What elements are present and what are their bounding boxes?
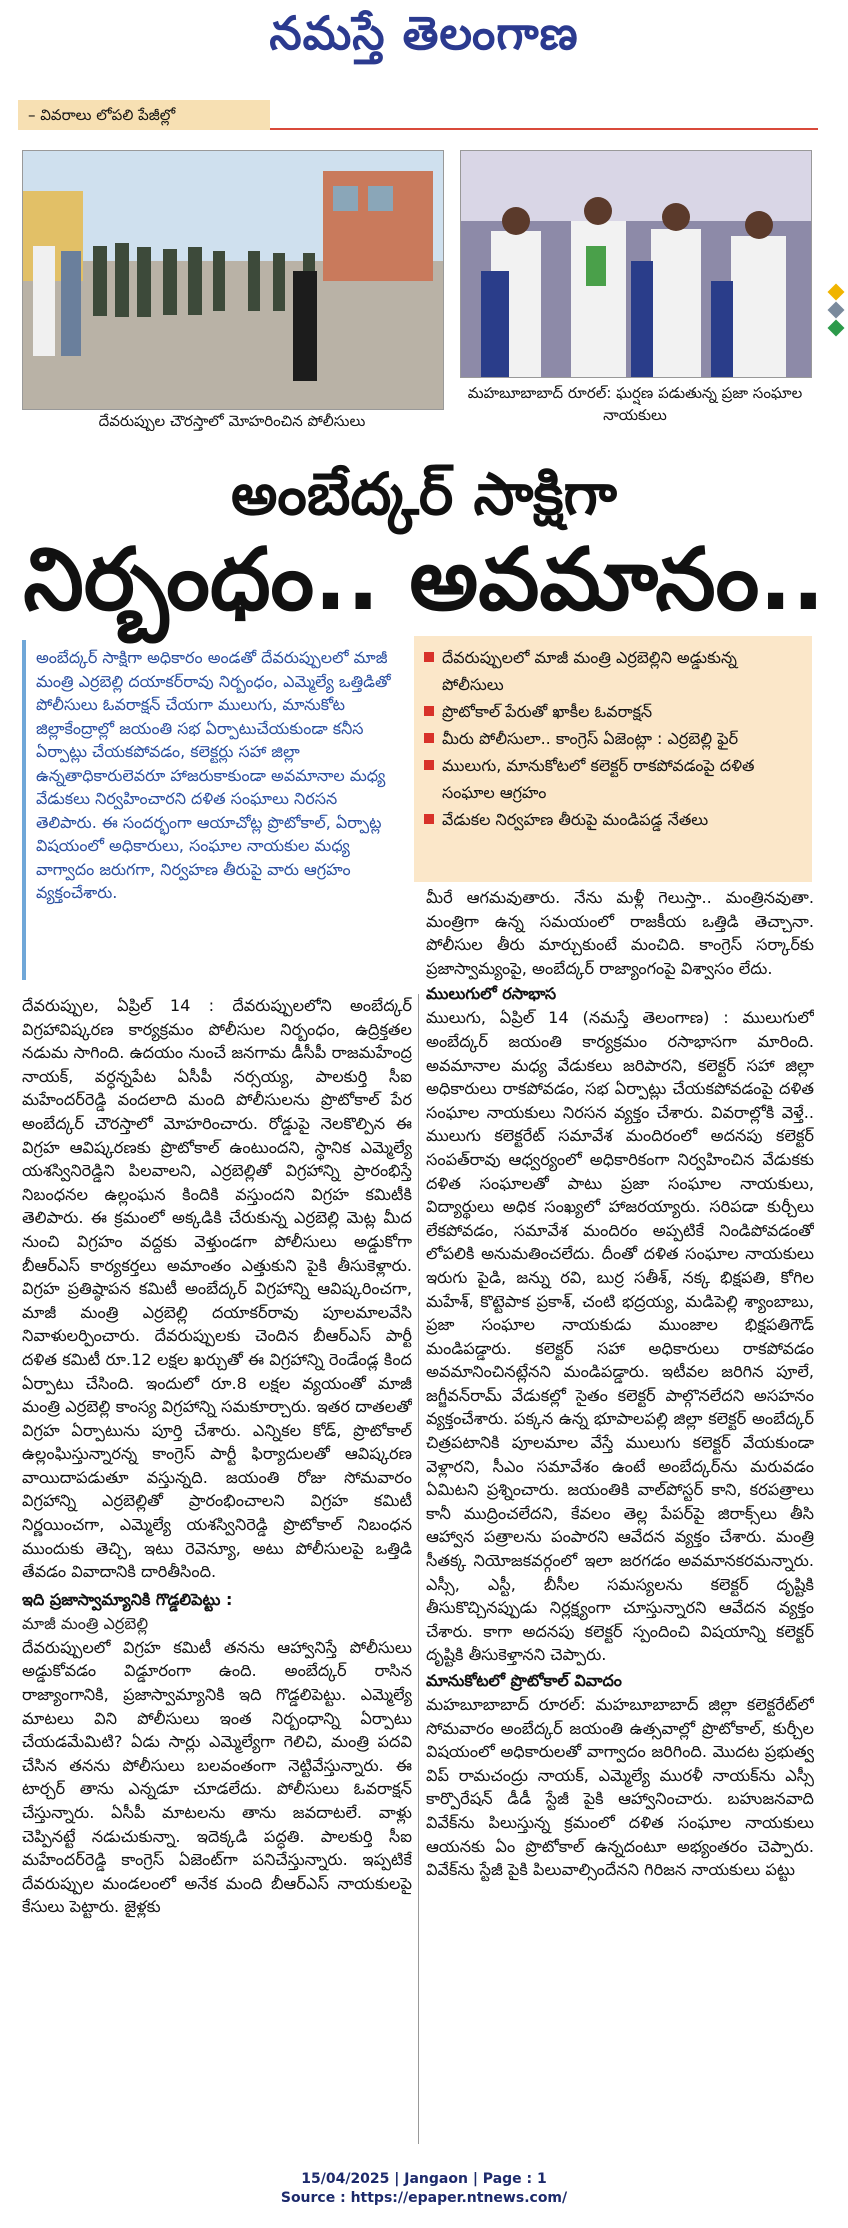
- highlight-item: మీరు పోలీసులా.. కాంగ్రెస్ ఏజెంట్లా : ఎర్రబెల్లి ఫైర్: [424, 725, 802, 752]
- diamond-marker-icon: [828, 320, 845, 337]
- column-divider: [418, 994, 419, 2144]
- article-paragraph: దేవరుప్పులలో విగ్రహ కమిటీ తనను ఆహ్వానిస్తే పోలీసులు అడ్డుకోవడం విడ్డూరంగా ఉంది. అంబేద్కర్ రాసిన రాజ్యాంగానికి, ప్రజాస్వామ్యానికి ఇది గొడ్డలిపెట్టు. ఎమ్మెల్యే మాటలు విని పోలీసులు ఇంత నిర్బంధాన్ని ఏర్పాటు చేయడమేమిటి? ఏడు సార్లు ఎమ్మెల్యేగా గెలిచి, మంత్రి పదవి చేసిన తనను పోలీసులు బలవంతంగా నెట్టివేస్తున్నారు. ఈ టార్చర్ తాను ఎన్నడూ చూడలేదు. పోలీసులు ఓవరాక్షన్ చేస్తున్నారు. ఏసీపీ మాటలను తాను జవదాటలే. వాళ్లు చెప్పినట్టే నడుచుకున్నా. ఇదెక్కడి పద్ధతి. పాలకుర్తి సీఐ మహేందర్‌రెడ్డి కాంగ్రెస్ ఏజెంట్‌గా పనిచేస్తున్నారు. ఇప్పటికే దేవరుప్పుల మండలంలో అనేక మంది బీఆర్‌ఎస్ నాయకులపై కేసులు పెట్టారు. జైళ్లకు: [22, 1637, 412, 1917]
- highlight-item: ప్రొటోకాల్ పేరుతో ఖాకీల ఓవరాక్షన్: [424, 698, 802, 725]
- photo-police-deployment: [22, 150, 444, 410]
- diamond-marker-icon: [828, 284, 845, 301]
- subheading: ములుగులో రసాభాస: [426, 984, 557, 1004]
- subheading: ఇది ప్రజాస్వామ్యానికి గొడ్డలిపెట్టు :: [22, 1589, 233, 1609]
- article-left-column: [22, 994, 412, 2144]
- highlight-item: ములుగు, మానుకోటలో కలెక్టర్ రాకపోవడంపై దళిత సంఘాల ఆగ్రహం: [424, 752, 802, 806]
- photo-caption-right: మహబూబాబాద్ రూరల్: ఘర్షణ పడుతున్న ప్రజా సంఘాల నాయకులు: [467, 384, 803, 424]
- footer-date-edition: 15/04/2025 | Jangaon | Page : 1: [301, 2171, 547, 2187]
- article-paragraph: మీరే ఆగమవుతారు. నేను మళ్లీ గెలుస్తా.. మంత్రినవుతా. మంత్రిగా ఉన్న సమయంలో రాజకీయ ఒత్తిడి తెచ్చానా. పోలీసుల తీరు మార్చుకుంటే మంచిది. కాంగ్రెస్ సర్కార్‌కు ప్రజాస్వామ్యంపై, అంబేద్కర్ రాజ్యాంగంపై విశ్వాసం లేదు.: [426, 888, 814, 978]
- inside-pages-tag: – వివరాలు లోపలి పేజీల్లో: [18, 100, 270, 130]
- photo-caption-left: దేవరుప్పుల చౌరస్తాలో మోహరించిన పోలీసులు: [98, 412, 366, 430]
- article-paragraph: దేవరుప్పుల, ఏప్రిల్ 14 : దేవరుప్పులలోని అంబేద్కర్ విగ్రహావిష్కరణ కార్యక్రమం పోలీసుల నిర్బంధం, ఉద్రిక్తతల నడుమ సాగింది. ఉదయం నుంచే జనగామ డీసీపీ రాజమహేంద్ర నాయక్, వర్ధన్నపేట ఏసీపీ నర్సయ్య, పాలకుర్తి సీఐ మహేందర్‌రెడ్డి వందలాది మంది పోలీసులను ప్రొటోకాల్ పేర అంబేద్కర్ చౌరస్తాలో మోహరించారు. రోడ్డుపై నెలకొల్పిన ఈ విగ్రహ ఆవిష్కరణకు ప్రొటోకాల్ ఉంటుందని, స్థానిక ఎమ్మెల్యే యశస్వినిరెడ్డిని పిలవాలని, ఎర్రబెల్లితో విగ్రహాన్ని ప్రారంభిస్తే నిబంధనల ఉల్లంఘన కిందికి వస్తుందని విగ్రహ కమిటీకి తెలిపారు. ఈ క్రమంలో అక్కడికి చేరుకున్న ఎర్రబెల్లి మెట్ల మీద నుంచి విగ్రహం వద్దకు వెళ్తుండగా పోలీసులు అడ్డుకోగా బీఆర్‌ఎస్ కార్యకర్తలు అమాంతం ఎత్తుకుని పైకి తీసుకెళ్లారు. విగ్రహ ప్రతిష్ఠాపన కమిటీ అంబేద్కర్ విగ్రహాన్ని ఆవిష్కరించగా, మాజీ మంత్రి ఎర్రబెల్లి దయాకర్‌రావు పూలమాలవేసి నివాళులర్పించారు. దేవరుప్పులకు చెందిన బీఆర్‌ఎస్ పార్టీ దళిత కమిటీ రూ.12 లక్షల ఖర్చుతో ఈ విగ్రహాన్ని రెండేండ్ల కింద ఏర్పాటు చేసింది. ఇందులో రూ.8 లక్షల వ్యయంతో మాజీ మంత్రి ఎర్రబెల్లి కాంస్య విగ్రహాన్ని సమకూర్చారు. ఇతర దాతలతో విగ్రహ ఏర్పాటును పూర్తి చేశారు. ఎన్నికల కోడ్, ప్రొటోకాల్ ఉల్లంఘిస్తున్నారన్న కాంగ్రెస్ పార్టీ ఫిర్యాదులతో ఆవిష్కరణ వాయిదాపడుతూ వస్తున్నది. జయంతి రోజు సోమవారం విగ్రహాన్ని ఎర్రబెల్లితో ప్రారంభించాలని విగ్రహ కమిటీ నిర్ణయించగా, ఎమ్మెల్యే యశస్వినిరెడ్డి ప్రొటోకాల్ నిబంధన ముందుకు తెచ్చి, ఇటు రెవెన్యూ, అటు పోలీసులపై ఒత్తిడి తేవడం వివాదానికి దారితీసింది.: [22, 996, 412, 1582]
- article-right-column: [426, 886, 814, 2144]
- masthead-title: నమస్తే తెలంగాణ: [269, 6, 579, 60]
- diamond-marker-icon: [828, 302, 845, 319]
- highlights-box: [414, 636, 812, 882]
- headline-line-2: నిర్బంధం.. అవమానం..: [23, 530, 825, 630]
- headline-line-1: అంబేద్కర్ సాక్షిగా: [231, 460, 617, 528]
- footer-source[interactable]: Source : https://epaper.ntnews.com/: [280, 2190, 568, 2206]
- subheading: మానుకోటలో ప్రొటోకాల్ వివాదం: [426, 1671, 622, 1690]
- photo-protest-clash: [460, 150, 812, 378]
- page-footer: [0, 2170, 848, 2208]
- intro-summary: అంబేద్కర్ సాక్షిగా అధికారం అండతో దేవరుప్పులలో మాజీ మంత్రి ఎర్రబెల్లి దయాకర్‌రావు నిర్బంధం, ఎమ్మెల్యే ఒత్తిడితో పోలీసులు ఓవరాక్షన్ చేయగా ములుగు, మానుకోట జిల్లాకేంద్రాల్లో జయంతి సభ ఏర్పాటుచేయకుండా కనీస ఏర్పాట్లు చేయకపోవడం, కలెక్టర్లు సహా జిల్లా ఉన్నతాధికారులెవరూ హాజరుకాకుండా అవమానాల మధ్య వేడుకలు నిర్వహించారని దళిత సంఘాలు నిరసన తెలిపారు. ఈ సందర్భంగా ఆయాచోట్ల ప్రొటోకాల్, ఏర్పాట్ల విషయంలో అధికారులు, సంఘాల నాయకుల మధ్య వాగ్వాదం జరుగగా, నిర్వహణ తీరుపై వారు ఆగ్రహం వ్యక్తంచేశారు.: [22, 640, 408, 980]
- highlight-item: వేడుకల నిర్వహణ తీరుపై మండిపడ్డ నేతలు: [424, 806, 802, 833]
- article-paragraph: ములుగు, ఏప్రిల్ 14 (నమస్తే తెలంగాణ) : ములుగులో అంబేద్కర్ జయంతి కార్యక్రమం రసాభాసగా మారింది. అవమానాల మధ్య వేడుకలు జరిపారని, కలెక్టర్ సహా జిల్లా అధికారులు రాకపోవడం, సభ ఏర్పాట్లు చేయకపోవడంపై దళిత సంఘాల నాయకులు నిరసన వ్యక్తం చేశారు. వివరాల్లోకి వెళ్తే.. ములుగు కలెక్టరేట్ సమావేశ మందిరంలో అదనపు కలెక్టర్ సంపత్‌రావు ఆధ్వర్యంలో అధికారికంగా నిర్వహించిన వేడుకకు దళిత సంఘాలతో పాటు ప్రజా సంఘాల నాయకులు, విద్యార్థులు అధిక సంఖ్యలో హాజరయ్యారు. సరిపడా కుర్చీలు లేకపోవడం, సమావేశ మందిరం అప్పటికే నిండిపోవడంతో లోపలికి అనుమతించలేదు. దీంతో దళిత సంఘాల నాయకులు ఇరుగు పైడి, జన్ను రవి, బుర్ర సతీశ్, నక్క భిక్షపతి, కోగిల మహేశ్, కొట్టెపాక ప్రకాశ్, చంటి భద్రయ్య, మడిపెల్లి శ్యాంబాబు, ప్రజా సంఘాల నాయకుడు ముంజాల భిక్షపతిగౌడ్ మండిపడ్డారు. కలెక్టర్ సహా అధికారులు రాకపోవడం అవమానించినట్లేనని మండిపడ్డారు. ఇటీవల జరిగిన పూలే, జగ్జీవన్‌రామ్ వేడుకల్లో సైతం కలెక్టర్ పాల్గొనలేదని అసహనం వ్యక్తంచేశారు. పక్కన ఉన్న భూపాలపల్లి జిల్లా కలెక్టర్ అంబేద్కర్ చిత్రపటానికి పూలమాల వేస్తే ములుగు కలెక్టర్ వేయకుండా వెళ్లారని, సీఎం సమావేశం ఉంటే అంబేద్కర్‌ను మరువడం ఏమిటని ప్రశ్నించారు. జయంతికి వాల్‌పోస్టర్ కాని, కరపత్రాలు కానీ ముద్రించలేదని, కేవలం తెల్ల పేపర్‌పై జిరాక్స్‌లు తీసి ఆహ్వాన పత్రాలను పంపారని ఆవేదన వ్యక్తం చేశారు. మంత్రి సీతక్క నియోజకవర్గంలో ఇలా జరగడం అవమానకరమన్నారు. ఎస్సీ, ఎస్టీ, బీసీల సమస్యలను కలెక్టర్ దృష్టికి తీసుకొచ్చినప్పుడు నిర్లక్ష్యంగా చూస్తున్నారని ఆవేదన వ్యక్తం చేశారు. కాగా అదనపు కలెక్టర్ స్పందించి విషయాన్ని కలెక్టర్ దృష్టికి తీసుకెళ్తానని చెప్పారు.: [426, 1008, 814, 1665]
- article-paragraph: మహబూబాబాద్ రూరల్: మహబూబాబాద్ జిల్లా కలెక్టరేట్‌లో సోమవారం అంబేద్కర్ జయంతి ఉత్సవాల్లో ప్రొటోకాల్, కుర్చీల విషయంలో అధికారులతో వాగ్వాదం జరిగింది. మొదట ప్రభుత్వ విప్ రామచంద్రు నాయక్, ఎమ్మెల్యే మురళీ నాయక్‌ను ఎస్సీ కార్పొరేషన్ డీడీ స్టేజీ పైకి ఆహ్వానించారు. బహుజనవాది వివేక్‌ను పిలుస్తున్న క్రమంలో దళిత సంఘాల నాయకులు ఆయనకు ఏం ప్రొటోకాల్ ఉన్నదంటూ అభ్యంతరం చెప్పారు. వివేక్‌ను స్టేజీ పైకి పిలువాల్సిందేనని గిరిజన నాయకులు పట్టు: [426, 1695, 814, 1880]
- subheading-speaker: మాజీ మంత్రి ఎర్రబెల్లి: [22, 1613, 149, 1633]
- highlight-item: దేవరుప్పులలో మాజీ మంత్రి ఎర్రబెల్లిని అడ్డుకున్న పోలీసులు: [424, 644, 802, 698]
